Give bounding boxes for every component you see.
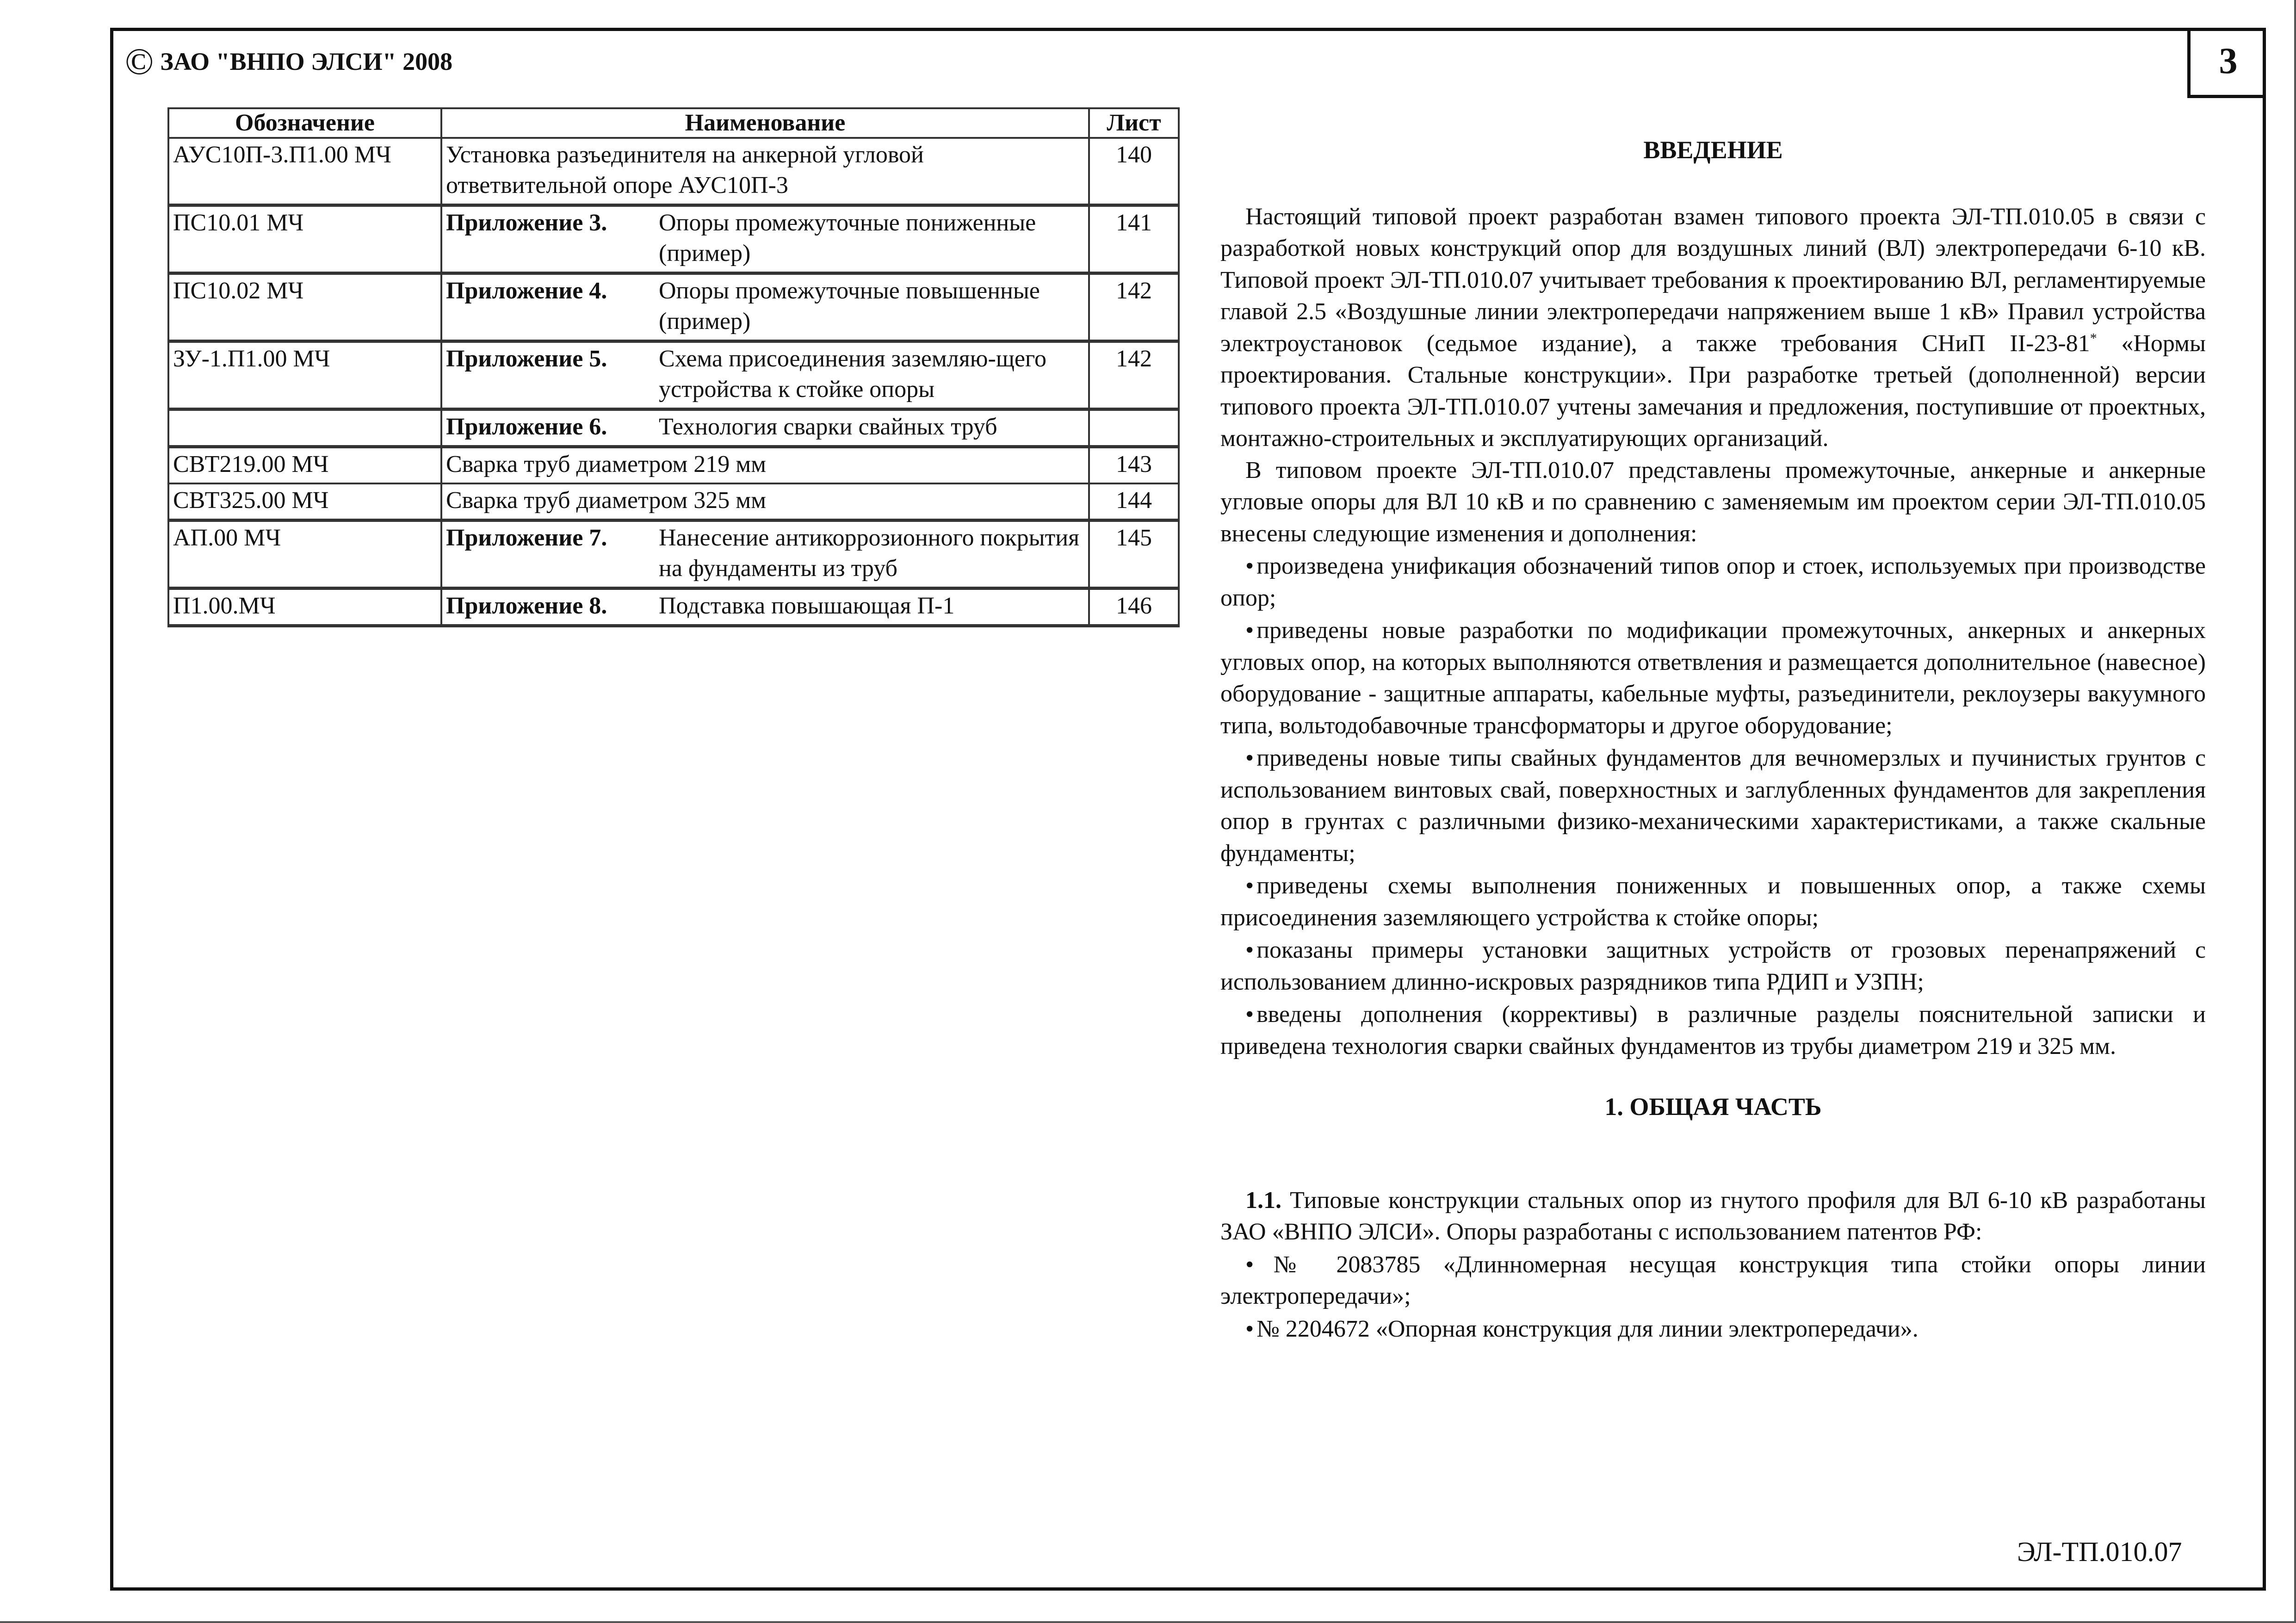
row-sheet: 142 [1089,341,1179,409]
row-code: ПС10.02 МЧ [168,273,441,341]
row-name: Установка разъединителя на анкерной угловой ответвительной опоре АУС10П-3 [441,138,1089,205]
intro-bullet: • приведены схемы выполнения пониженных и повышенных опор, а также схемы присоединения заземляющего устройства к стойке опоры; [1220,870,2206,934]
row-code [168,409,441,447]
documents-table [167,107,1180,627]
row-sheet [1089,409,1179,447]
table-row [168,138,1179,205]
row-sheet: 140 [1089,138,1179,205]
page-number-box [2187,28,2266,98]
column-header-name: Наименование [441,108,1089,138]
intro-paragraph-2: В типовом проекте ЭЛ-ТП.010.07 представлены промежуточные, анкерные и анкерные угловые опоры для ВЛ 10 кВ и по сравнению с заменяемым им проектом серии ЭЛ-ТП.010.05 внесены следующие изменения и дополнения: [1220,457,2206,547]
row-appendix: Приложение 7. [446,525,607,551]
row-name: Сварка труб диаметром 325 мм [441,483,1089,520]
general-paragraph: 1.1. Типовые конструкции стальных опор из гнутого профиля для ВЛ 6-10 кВ разработаны ЗАО «ВНПО ЭЛСИ». Опоры разработаны с использованием патентов РФ: [1220,1187,2206,1245]
table-row [168,341,1179,409]
table-header-row [168,108,1179,138]
table-row [168,273,1179,341]
patent-bullet: • № 2083785 «Длинномерная несущая конструкция типа стойки опоры линии электропередачи»; [1220,1249,2206,1313]
row-sheet: 145 [1089,520,1179,588]
intro-bullet: • показаны примеры установки защитных устройств от грозовых перенапряжений с использованием длинно-искровых разрядников типа РДИП и УЗПН; [1220,935,2206,998]
text-column [1220,134,2206,1345]
intro-bullet: • произведена унификация обозначений типов опор и стоек, используемых при производстве опор; [1220,551,2206,614]
column-header-code: Обозначение [168,108,441,138]
column-header-sheet: Лист [1089,108,1179,138]
row-code: АП.00 МЧ [168,520,441,588]
row-code: СВТ325.00 МЧ [168,483,441,520]
table-row [168,483,1179,520]
row-sheet: 144 [1089,483,1179,520]
row-name: Нанесение антикоррозионного покрытия на фундаменты из труб [659,525,1080,582]
general-heading: 1. ОБЩАЯ ЧАСТЬ [1604,1093,1822,1121]
table-row [168,205,1179,273]
row-code: СВТ219.00 МЧ [168,447,441,484]
company-header [125,40,453,82]
row-sheet: 143 [1089,447,1179,484]
row-name: Сварка труб диаметром 219 мм [441,447,1089,484]
intro-heading: ВВЕДЕНИЕ [1643,136,1783,164]
table-row [168,447,1179,484]
row-name: Технология сварки свайных труб [659,414,997,440]
intro-bullet: • введены дополнения (коррективы) в различные разделы пояснительной записки и приведена технология сварки свайных фундаментов из трубы диаметром 219 и 325 мм. [1220,999,2206,1062]
row-name: Схема присоединения заземляю-щего устройства к стойке опоры [659,346,1046,403]
row-sheet: 142 [1089,273,1179,341]
row-name: Опоры промежуточные пониженные (пример) [659,210,1036,266]
row-code: П1.00.МЧ [168,588,441,626]
table-row [168,409,1179,447]
intro-bullet: • приведены новые разработки по модификации промежуточных, анкерных и анкерных угловых опор, на которых выполняются ответвления и размещается дополнительное (навесное) оборудование - защитные аппараты, кабельные муфты, разъединители, реклоузеры вакуумного типа, вольтодобавочные трансформаторы и другое оборудование; [1220,615,2206,742]
patent-bullet: • № 2204672 «Опорная конструкция для линии электропередачи». [1220,1313,2206,1345]
document-code: ЭЛ-ТП.010.07 [2017,1536,2182,1567]
row-appendix: Приложение 5. [446,346,607,372]
row-name: Подставка повышающая П-1 [659,593,955,619]
row-code: ЗУ-1.П1.00 МЧ [168,341,441,409]
row-appendix: Приложение 4. [446,278,607,304]
row-name: Опоры промежуточные повышенные (пример) [659,278,1040,335]
company-name: ЗАО "ВНПО ЭЛСИ" 2008 [160,48,453,75]
row-sheet: 141 [1089,205,1179,273]
row-appendix: Приложение 6. [446,414,607,440]
intro-paragraph-1: Настоящий типовой проект разработан взамен типового проекта ЭЛ-ТП.010.05 в связи с разработкой новых конструкций опор для воздушных линий (ВЛ) электропередачи 6-10 кВ. Типовой проект ЭЛ-ТП.010.07 учитывает требования к проектированию ВЛ, регламентируемые главой 2.5 «Воздушные линии электропередачи напряжением выше 1 кВ» Правил устройства электроустановок (седьмое издание), а также требования СНиП II-23-81* «Нормы проектирования. Стальные конструкции». При разработке третьей (дополненной) версии типового проекта ЭЛ-ТП.010.07 учтены замечания и предложения, поступившие от проектных, монтажно-строительных и эксплуатирующих организаций. [1220,203,2206,452]
copyright-icon: © [125,40,154,82]
intro-bullet: • приведены новые типы свайных фундаментов для вечномерзлых и пучинистых грунтов с использованием винтовых свай, поверхностных и заглубленных фундаментов для закрепления опор в грунтах с различными физико-механическими характеристиками, а также скальные фундаменты; [1220,743,2206,869]
row-sheet: 146 [1089,588,1179,626]
row-appendix: Приложение 8. [446,593,607,619]
table-row [168,520,1179,588]
page-number: 3 [2219,41,2238,81]
row-appendix: Приложение 3. [446,210,607,236]
row-code: ПС10.01 МЧ [168,205,441,273]
row-code: АУС10П-3.П1.00 МЧ [168,138,441,205]
table-row [168,588,1179,626]
